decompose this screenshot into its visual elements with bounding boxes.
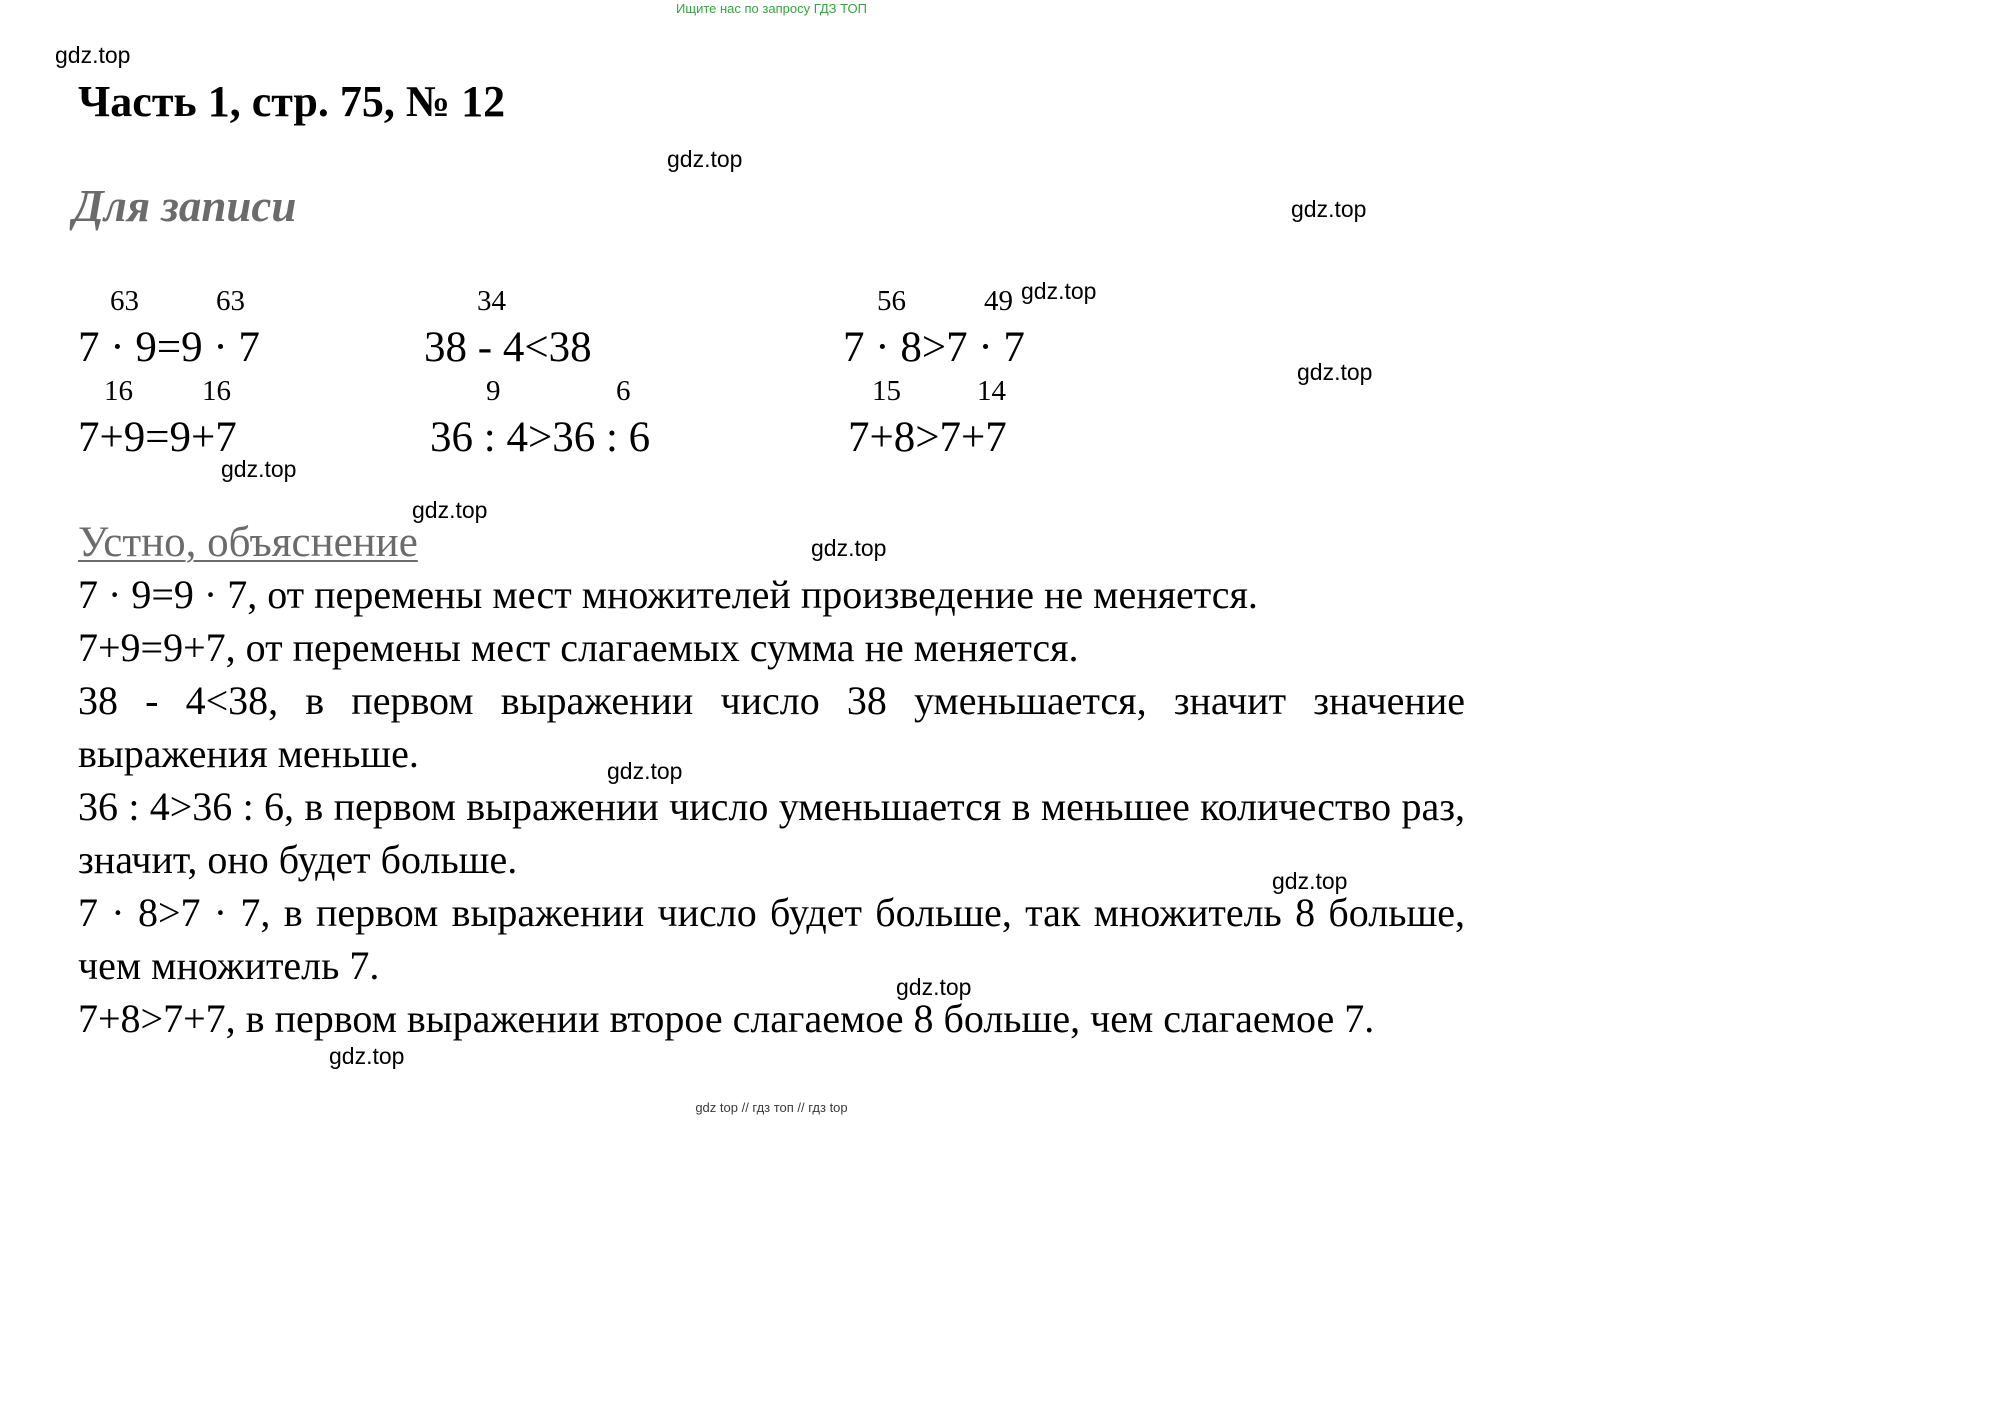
bottom-bar[interactable]: gdz top // гдз топ // гдз top bbox=[695, 1100, 848, 1115]
superscript-value: 34 bbox=[477, 285, 506, 317]
superscript-value: 56 bbox=[877, 285, 906, 317]
top-banner[interactable]: Ищите нас по запросу ГДЗ ТОП bbox=[676, 1, 867, 16]
explanation-list bbox=[78, 568, 1465, 1045]
superscript-value: 63 bbox=[216, 285, 245, 317]
superscript-value: 16 bbox=[202, 375, 231, 407]
watermark: gdz.top bbox=[221, 456, 297, 482]
math-expression: 7+9=9+7 bbox=[78, 414, 237, 461]
superscript-value: 6 bbox=[616, 375, 631, 407]
watermark: gdz.top bbox=[412, 497, 488, 523]
watermark: gdz.top bbox=[811, 535, 887, 561]
watermark: gdz.top bbox=[1021, 278, 1097, 304]
explanation-line: 7+8>7+7, в первом выражении второе слагаемое 8 больше, чем слагаемое 7. bbox=[78, 996, 1375, 1041]
explanation-line: 7+9=9+7, от перемены мест слагаемых сумма не меняется. bbox=[78, 625, 1079, 670]
superscript-value: 63 bbox=[110, 285, 139, 317]
superscript-value: 9 bbox=[486, 375, 501, 407]
watermark: gdz.top bbox=[896, 974, 972, 1000]
page-title: Часть 1, стр. 75, № 12 bbox=[78, 77, 506, 126]
watermark: gdz.top bbox=[329, 1043, 405, 1069]
explanation-line: 7 · 8>7 · 7, в первом выражении число будет больше, так множитель 8 больше, чем множитель 7. bbox=[78, 890, 1465, 988]
superscript-value: 49 bbox=[984, 285, 1013, 317]
superscript-value: 16 bbox=[104, 375, 133, 407]
section-subtitle: Для записи bbox=[73, 181, 297, 231]
watermark: gdz.top bbox=[667, 146, 743, 172]
watermark: gdz.top bbox=[607, 758, 683, 784]
math-expression: 7+8>7+7 bbox=[848, 414, 1007, 461]
math-expression: 38 - 4<38 bbox=[424, 324, 592, 371]
superscript-value: 15 bbox=[872, 375, 901, 407]
math-expression: 7 · 8>7 · 7 bbox=[843, 324, 1025, 371]
watermark: gdz.top bbox=[1297, 359, 1373, 385]
watermark: gdz.top bbox=[55, 42, 131, 68]
watermark: gdz.top bbox=[1272, 868, 1348, 894]
explanation-line: 7 · 9=9 · 7, от перемены мест множителей произведение не меняется. bbox=[78, 572, 1258, 617]
math-expression: 36 : 4>36 : 6 bbox=[430, 414, 651, 461]
explanation-line: 38 - 4<38, в первом выражении число 38 уменьшается, значит значение выражения меньше. bbox=[78, 678, 1465, 776]
math-expression: 7 · 9=9 · 7 bbox=[78, 324, 260, 371]
oral-heading: Устно, объяснение bbox=[78, 519, 418, 566]
explanation-line: 36 : 4>36 : 6, в первом выражении число уменьшается в меньшее количество раз, значит, оно будет больше. bbox=[78, 784, 1465, 882]
superscript-value: 14 bbox=[977, 375, 1006, 407]
watermark: gdz.top bbox=[1291, 196, 1367, 222]
